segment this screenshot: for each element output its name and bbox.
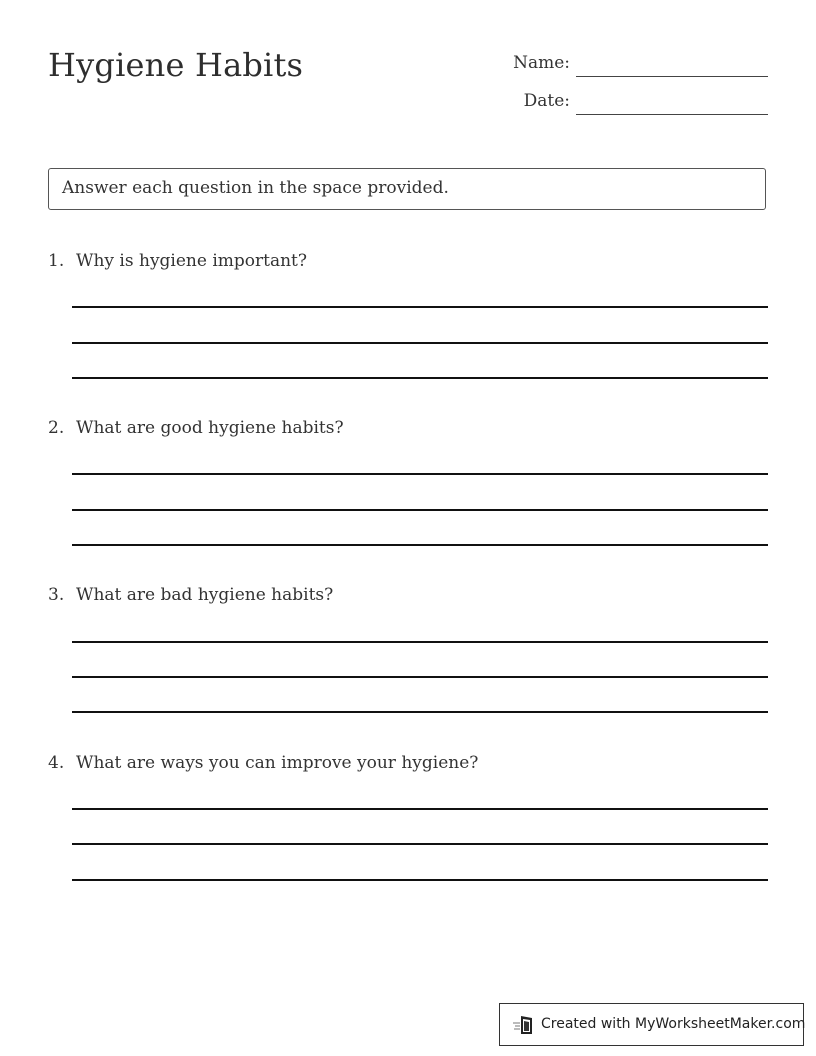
- date-label: Date:: [523, 91, 570, 111]
- answer-line[interactable]: [72, 342, 768, 344]
- question-number: 4.: [48, 753, 65, 773]
- worksheet-title: Hygiene Habits: [48, 46, 304, 84]
- answer-line[interactable]: [72, 879, 768, 881]
- answer-line[interactable]: [72, 306, 768, 308]
- answer-line[interactable]: [72, 473, 768, 475]
- answer-line[interactable]: [72, 377, 768, 379]
- question-text: What are good hygiene habits?: [76, 418, 344, 438]
- worksheet-maker-logo-icon: [512, 1014, 536, 1036]
- name-label: Name:: [513, 53, 570, 73]
- instructions-box: [48, 168, 766, 210]
- footer-badge[interactable]: [499, 1003, 804, 1046]
- footer-text: Created with MyWorksheetMaker.com: [541, 1016, 806, 1032]
- date-input-line[interactable]: [576, 114, 768, 115]
- answer-line[interactable]: [72, 676, 768, 678]
- question-number: 3.: [48, 585, 65, 605]
- answer-line[interactable]: [72, 808, 768, 810]
- name-field: [470, 47, 768, 77]
- question-text: What are bad hygiene habits?: [76, 585, 334, 605]
- question-text: Why is hygiene important?: [76, 251, 308, 271]
- answer-line[interactable]: [72, 509, 768, 511]
- instructions-text: Answer each question in the space provided.: [62, 178, 449, 198]
- answer-line[interactable]: [72, 843, 768, 845]
- name-input-line[interactable]: [576, 76, 768, 77]
- answer-line[interactable]: [72, 711, 768, 713]
- date-field: [470, 85, 768, 115]
- question-number: 2.: [48, 418, 65, 438]
- question-text: What are ways you can improve your hygiene?: [76, 753, 479, 773]
- answer-line[interactable]: [72, 641, 768, 643]
- answer-line[interactable]: [72, 544, 768, 546]
- question-number: 1.: [48, 251, 65, 271]
